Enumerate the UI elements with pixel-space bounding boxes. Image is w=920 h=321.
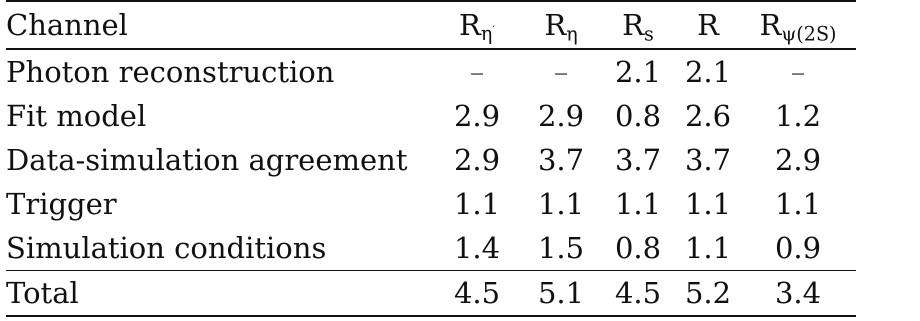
total-cell: 4.5 [600, 271, 676, 317]
row-label: Trigger [6, 186, 117, 221]
column-header-r-s [600, 1, 676, 49]
total-cell: 5.2 [676, 271, 740, 317]
table-header-row [6, 1, 856, 49]
table-cell: 1.1 [684, 230, 732, 265]
column-header-base: R [459, 7, 481, 42]
column-header-subscript: ψ(2S) [781, 22, 837, 46]
column-header-base: R [759, 7, 782, 42]
channel-header: Channel [6, 1, 432, 49]
column-header-prime: ′ [492, 22, 495, 37]
table-row [6, 94, 856, 138]
column-header-subscript: η [566, 22, 578, 46]
table-cell: 2.1 [614, 54, 662, 89]
table-cell: 1.4 [453, 230, 501, 265]
table-cell: 2.9 [453, 142, 501, 177]
table-cell: 1.1 [537, 186, 585, 221]
table-cell: 3.7 [614, 142, 662, 177]
table-row [6, 138, 856, 182]
table-cell: 2.1 [684, 54, 732, 89]
table-cell: 0.8 [614, 98, 662, 133]
systematic-uncertainties-table-container [6, 0, 914, 317]
row-label: Simulation conditions [6, 230, 327, 265]
row-label: Data-simulation agreement [6, 142, 408, 177]
table-cell: 1.1 [614, 186, 662, 221]
total-cell: 4.5 [432, 271, 522, 317]
total-cell: 5.1 [522, 271, 600, 317]
table-cell: 0.8 [614, 230, 662, 265]
table-row [6, 182, 856, 226]
column-header-base: R [622, 7, 644, 42]
table-cell: 1.1 [453, 186, 501, 221]
table-cell: 2.9 [537, 98, 585, 133]
table-cell: 1.2 [774, 98, 822, 133]
table-row [6, 226, 856, 271]
column-header-r-eta [522, 1, 600, 49]
row-label: Fit model [6, 98, 147, 133]
table-row [6, 49, 856, 94]
table-cell: – [553, 54, 569, 89]
column-header-sub-text: η [480, 22, 493, 46]
table-cell: 1.1 [684, 186, 732, 221]
table-cell: 2.6 [684, 98, 732, 133]
column-header-r [676, 1, 740, 49]
total-cell: 3.4 [740, 271, 856, 317]
table-cell: 2.9 [774, 142, 822, 177]
column-header-base: R [697, 7, 719, 42]
column-header-base: R [544, 7, 567, 42]
table-cell: 1.5 [537, 230, 585, 265]
column-header-subscript: s [644, 22, 654, 46]
column-header-subscript [481, 22, 495, 45]
table-cell: 2.9 [453, 98, 501, 133]
table-cell: 1.1 [774, 186, 822, 221]
column-header-r-eta-prime [432, 1, 522, 49]
table-cell: – [469, 54, 485, 89]
column-header-r-psi2s [740, 1, 856, 49]
table-cell: 3.7 [684, 142, 732, 177]
table-cell: 3.7 [537, 142, 585, 177]
row-label: Photon reconstruction [6, 54, 335, 89]
table-cell: – [790, 54, 806, 89]
systematic-uncertainties-table [6, 0, 856, 317]
total-row [6, 271, 856, 317]
total-label: Total [6, 271, 432, 317]
table-cell: 0.9 [774, 230, 822, 265]
